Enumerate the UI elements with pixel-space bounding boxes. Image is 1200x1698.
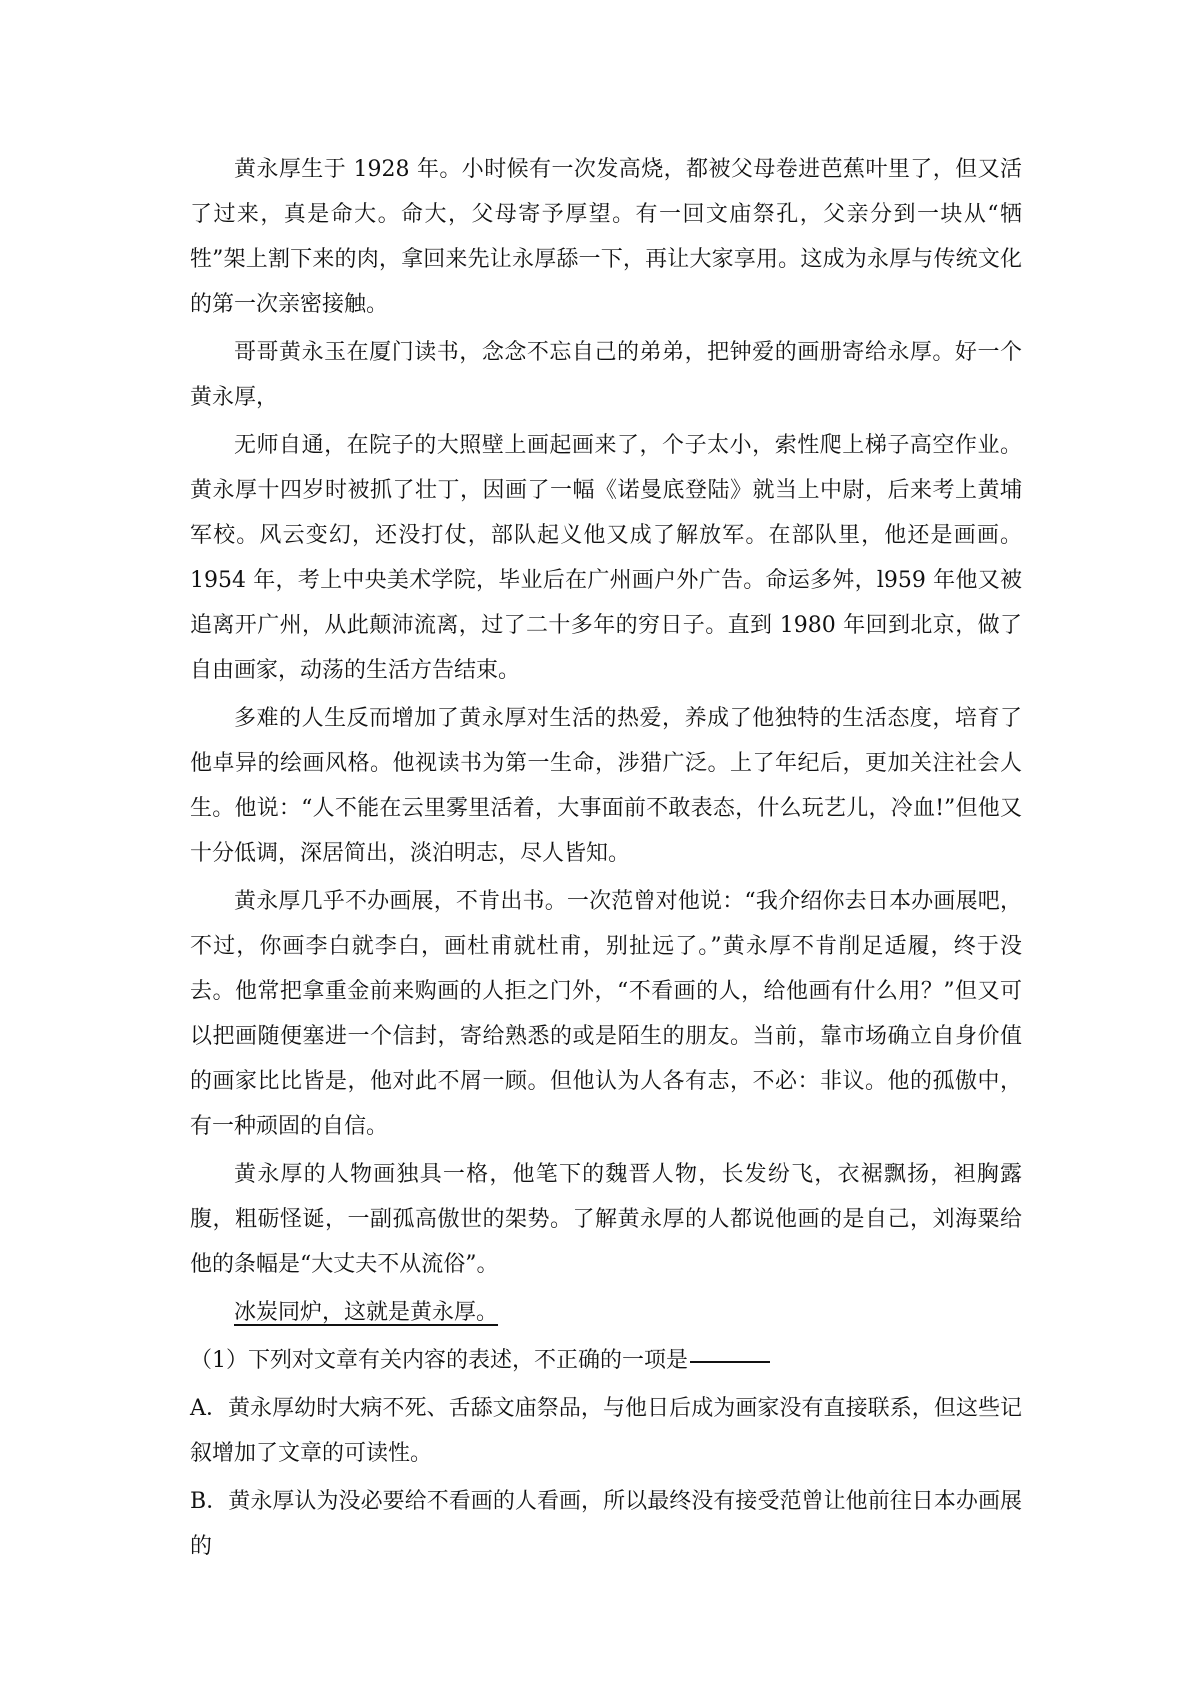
paragraph-1: 黄永厚生于 1928 年。小时候有一次发高烧，都被父母卷进芭蕉叶里了，但又活了过来，真是命大。命大，父母寄予厚望。有一回文庙祭孔，父亲分到一块从“牺牲”架上割下来的肉，拿回来先让永厚舔一下，再让大家享用。这成为永厚与传统文化的第一次亲密接触。 [190, 157, 1022, 317]
option-a: A．黄永厚幼时大病不死、舌舔文庙祭品，与他日后成为画家没有直接联系，但这些记叙增加了文章的可读性。 [190, 1396, 1022, 1466]
underlined-sentence-paragraph [190, 1290, 1022, 1335]
question-stem-text: （1）下列对文章有关内容的表述，不正确的一项是 [190, 1348, 688, 1373]
paragraph-6: 黄永厚的人物画独具一格，他笔下的魏晋人物，长发纷飞，衣裾飘扬，袒胸露腹，粗砺怪诞，一副孤高傲世的架势。了解黄永厚的人都说他画的是自己，刘海粟给他的条幅是“大丈夫不从流俗”。 [190, 1162, 1022, 1277]
underlined-sentence: 冰炭同炉，这就是黄永厚。 [234, 1300, 499, 1325]
paragraph-2: 哥哥黄永玉在厦门读书，念念不忘自己的弟弟，把钟爱的画册寄给永厚。好一个黄永厚， [190, 340, 1022, 410]
answer-blank[interactable] [690, 1360, 770, 1363]
question-stem [190, 1338, 1022, 1383]
paragraph-3: 无师自通，在院子的大照壁上画起画来了，个子太小，索性爬上梯子高空作业。黄永厚十四岁时被抓了壮丁，因画了一幅《诺曼底登陆》就当上中尉，后来考上黄埔军校。风云变幻，还没打仗，部队起义他又成了解放军。在部队里，他还是画画。1954 年，考上中央美术学院，毕业后在广州画户外广告。命运多舛，l959 年他又被追离开广州，从此颠沛流离，过了二十多年的穷日子。直到 1980 年回到北京，做了自由画家，动荡的生活方告结束。 [190, 433, 1022, 683]
option-b: B．黄永厚认为没必要给不看画的人看画，所以最终没有接受范曾让他前往日本办画展的 [190, 1489, 1022, 1559]
article-body [190, 147, 1022, 1572]
paragraph-4: 多难的人生反而增加了黄永厚对生活的热爱，养成了他独特的生活态度，培育了他卓异的绘画风格。他视读书为第一生命，涉猎广泛。上了年纪后，更加关注社会人生。他说：“人不能在云里雾里活着，大事面前不敢表态，什么玩艺儿，冷血!”但他又十分低调，深居简出，淡泊明志，尽人皆知。 [190, 706, 1022, 866]
paragraph-5: 黄永厚几乎不办画展，不肯出书。一次范曾对他说：“我介绍你去日本办画展吧，不过，你画李白就李白，画杜甫就杜甫，别扯远了。”黄永厚不肯削足适履，终于没去。他常把拿重金前来购画的人拒之门外，“不看画的人，给他画有什么用？”但又可以把画随便塞进一个信封，寄给熟悉的或是陌生的朋友。当前，靠市场确立自身价值的画家比比皆是，他对此不屑一顾。但他认为人各有志，不必：非议。他的孤傲中，有一种顽固的自信。 [190, 889, 1022, 1139]
